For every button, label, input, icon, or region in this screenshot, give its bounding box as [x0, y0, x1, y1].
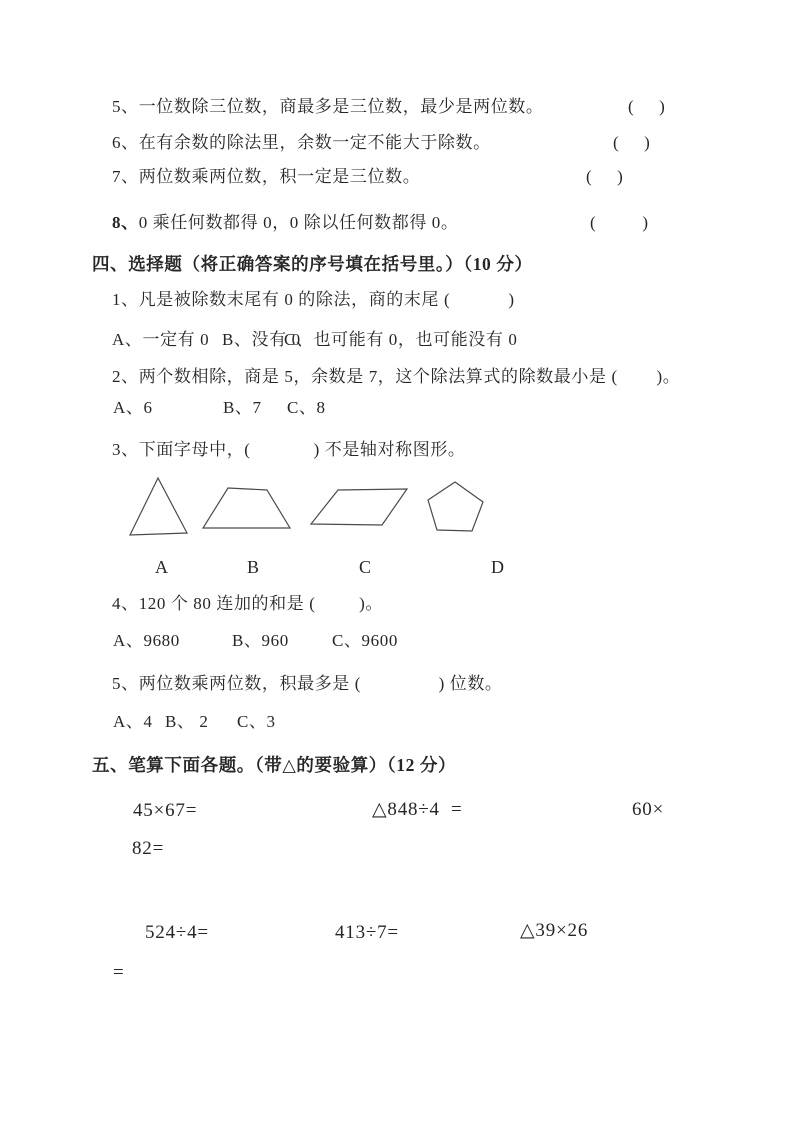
choice-q2-option-a: A、6: [113, 398, 153, 417]
calc-problem-39x26-part2: =: [113, 962, 125, 983]
parallelogram-shape: [311, 489, 407, 525]
judge-item-7: [112, 167, 420, 187]
choice-q2-text: 2、两个数相除，商是 5，余数是 7，这个除法算式的除数最小是 ( )。: [112, 367, 681, 386]
choice-q3-text: 3、下面字母中，( ) 不是轴对称图形。: [112, 440, 466, 459]
calc-section-heading: 五、笔算下面各题。（带△的要验算）（12 分）: [92, 755, 457, 775]
choice-q4-option-a: A、9680: [113, 631, 180, 650]
shape-label-c: C: [359, 557, 372, 577]
shape-label-d: D: [491, 557, 504, 577]
choice-q1-option-c: C、也可能有 0，也可能没有 0: [284, 330, 518, 349]
judge-item-6-answer-blank: ( ): [613, 133, 650, 152]
judge-item-8-text: 0 乘任何数都得 0，0 除以任何数都得 0。: [138, 213, 459, 232]
pentagon-shape: [428, 482, 483, 531]
choice-q5-option-a: A、4: [113, 712, 153, 731]
judge-item-7-answer-blank: ( ): [586, 167, 623, 186]
choice-q2-option-c: C、8: [287, 398, 326, 417]
judge-item-8-number: 8、: [112, 213, 139, 232]
judge-item-5: [112, 97, 544, 117]
judge-item-5-number: 5、: [112, 97, 139, 116]
judge-item-6: [112, 133, 491, 153]
choice-q1-option-a: A、一定有 0: [112, 330, 210, 349]
choice-q1-option-b: B、没有 0: [222, 330, 301, 349]
choice-q5-option-b: B、 2: [165, 712, 209, 731]
calc-problem-524div4: 524÷4=: [145, 922, 209, 943]
choice-q1-text: 1、凡是被除数末尾有 0 的除法，商的末尾 ( ): [112, 290, 515, 309]
judge-item-5-text: 一位数除三位数，商最多是三位数，最少是两位数。: [138, 97, 544, 116]
judge-item-8: [112, 213, 459, 233]
choice-q4-text: 4、120 个 80 连加的和是 ( )。: [112, 594, 383, 613]
q3-shapes-figure: [125, 475, 495, 537]
judge-item-5-answer-blank: ( ): [628, 97, 665, 116]
judge-item-7-text: 两位数乘两位数，积一定是三位数。: [138, 167, 421, 186]
judge-item-8-answer-blank: ( ): [590, 213, 649, 232]
judge-item-6-text: 在有余数的除法里，余数一定不能大于除数。: [138, 133, 491, 152]
calc-problem-848div4: △848÷4 =: [372, 799, 463, 820]
calc-problem-45x67: 45×67=: [133, 800, 198, 821]
choice-q4-option-b: B、960: [232, 631, 289, 650]
choice-q4-option-c: C、9600: [332, 631, 398, 650]
choice-q2-option-b: B、7: [223, 398, 262, 417]
shape-label-a: A: [155, 557, 168, 577]
choice-section-heading: 四、选择题（将正确答案的序号填在括号里。）（10 分）: [92, 254, 533, 274]
calc-problem-413div7: 413÷7=: [335, 922, 399, 943]
calc-problem-60x-part1: 60×: [632, 799, 665, 820]
calc-problem-39x26-part1: △39×26: [520, 920, 589, 941]
trapezoid-shape: [203, 488, 290, 528]
choice-q5-option-c: C、3: [237, 712, 276, 731]
calc-problem-60x-part2: 82=: [132, 838, 165, 859]
triangle-shape: [130, 478, 187, 535]
judge-item-7-number: 7、: [112, 167, 139, 186]
choice-q5-text: 5、两位数乘两位数，积最多是 ( ) 位数。: [112, 674, 503, 693]
shape-label-b: B: [247, 557, 260, 577]
judge-item-6-number: 6、: [112, 133, 139, 152]
